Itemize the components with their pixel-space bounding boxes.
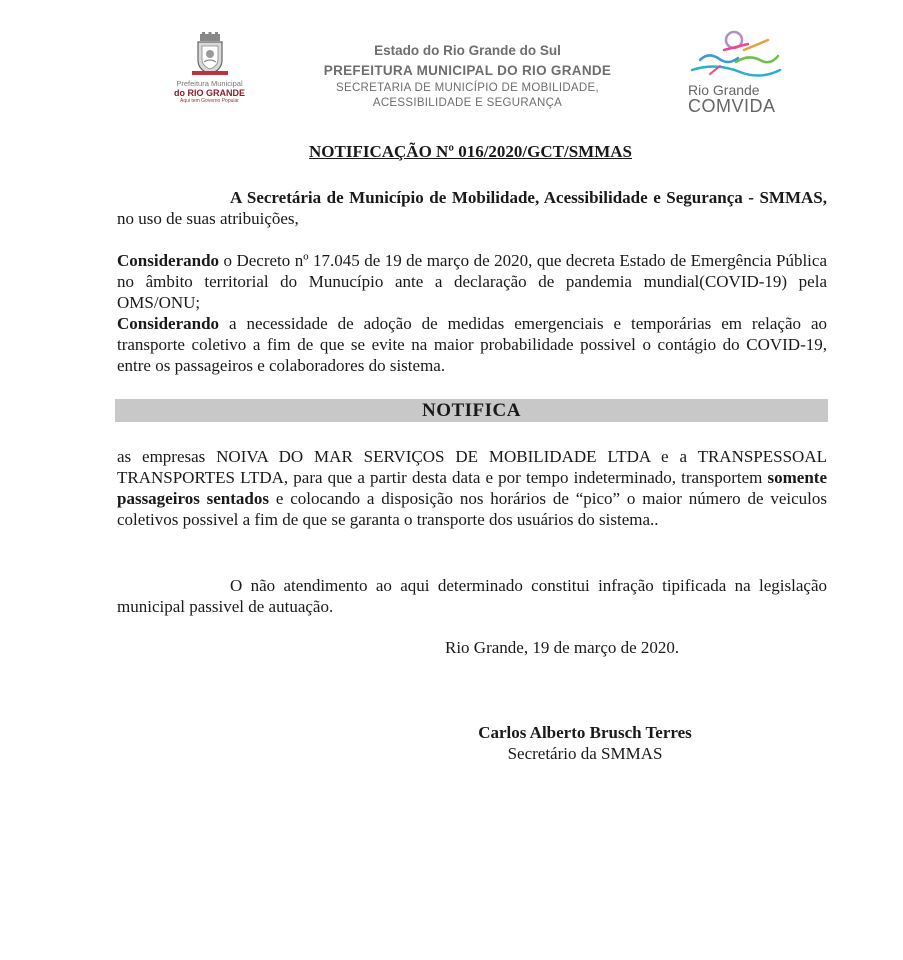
considerando-text-2: a necessidade de adoção de medidas emergenciais e temporárias em relação ao transporte coletivo a fim de que se evite na maior probabilidade possivel o contágio do COVID-19, entre os passageiros e colaboradores do sistema. <box>117 314 827 375</box>
empresas-paragraph <box>117 446 827 530</box>
empresas-text-1: as empresas NOIVA DO MAR SERVIÇOS DE MOBILIDADE LTDA e a TRANSPESSOAL TRANSPORTES LTDA, para que a partir desta data e por tempo indeterminado, transportem <box>117 447 827 487</box>
secretaria-line2: ACESSIBILIDADE E SEGURANÇA <box>372 97 563 109</box>
right-logo-line1: Rio Grande <box>688 82 760 98</box>
intro-paragraph <box>117 187 827 229</box>
coat-of-arms-icon <box>190 32 230 78</box>
considerando-label: Considerando <box>117 314 220 333</box>
state-name: Estado do Rio Grande do Sul <box>374 43 561 58</box>
signature-block <box>440 722 730 764</box>
secretaria-line1: SECRETARIA DE MUNICÍPIO DE MOBILIDADE, <box>336 82 599 94</box>
left-logo-line1: Prefeitura Municipal <box>176 79 243 88</box>
intro-bold: A Secretária de Município de Mobilidade, Acessibilidade e Segurança - SMMAS, <box>230 188 827 207</box>
intro-rest: no uso de suas atribuições, <box>117 209 299 228</box>
left-logo-line2: do RIO GRANDE <box>174 88 245 98</box>
signer-title: Secretário da SMMAS <box>507 744 663 763</box>
considerando-paragraph-1 <box>117 250 827 313</box>
right-logo-line2: COMVIDA <box>688 96 776 116</box>
wave-figure-icon <box>686 30 786 82</box>
notification-title: NOTIFICAÇÃO Nº 016/2020/GCT/SMMAS <box>309 142 632 161</box>
rio-grande-com-vida-logo <box>686 30 796 120</box>
penalty-paragraph: O não atendimento ao aqui determinado constitui infração tipificada na legislação municipal passivel de autuação. <box>117 576 827 616</box>
empresas-text-2: e colocando a disposição nos horários de “pico” o maior número de veiculos coletivos possivel a fim de que se garanta o transporte dos usuários do sistema.. <box>117 489 828 529</box>
signer-name: Carlos Alberto Brusch Terres <box>478 723 692 742</box>
prefeitura-logo <box>172 32 247 116</box>
left-logo-line3: Aqui tem Governo Popular <box>180 98 239 104</box>
letterhead <box>270 42 665 111</box>
considerando-paragraph-2 <box>117 313 827 376</box>
empresas-bold: somente passageiros sentados <box>117 468 827 508</box>
considerando-text-1: o Decreto nº 17.045 de 19 de março de 2020, que decreta Estado de Emergência Pública no âmbito territorial do Munucípio ante a declaração de pandemia mundial(COVID-19) pela OMS/ONU; <box>117 251 827 312</box>
date-line: Rio Grande, 19 de março de 2020. <box>445 638 680 657</box>
prefeitura-name: PREFEITURA MUNICIPAL DO RIO GRANDE <box>323 63 612 78</box>
notifica-heading: NOTIFICA <box>115 399 828 422</box>
considerando-label: Considerando <box>117 251 220 270</box>
